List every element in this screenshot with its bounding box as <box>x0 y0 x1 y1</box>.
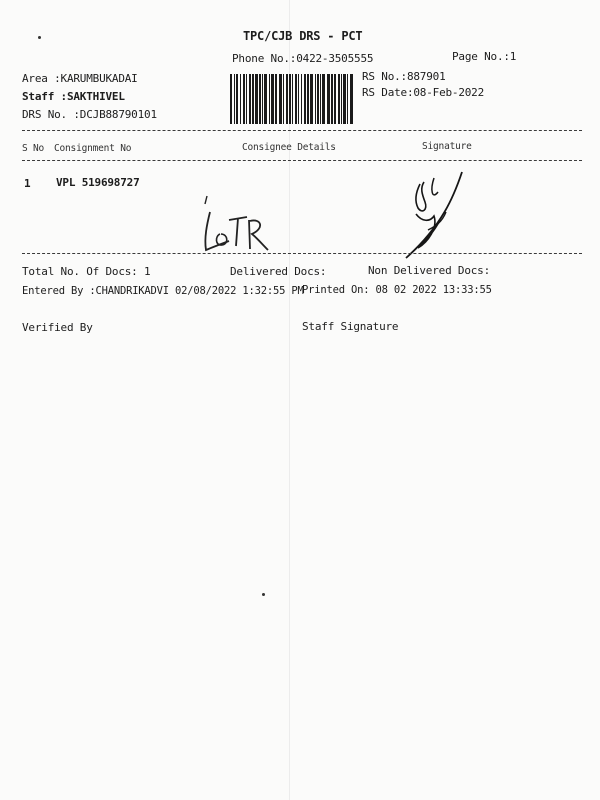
row-consignment-number: VPL 519698727 <box>56 176 140 189</box>
barcode-bar <box>320 74 321 124</box>
area-field: Area :KARUMBUKADAI <box>22 72 138 85</box>
column-header-signature: Signature <box>422 141 472 152</box>
barcode-bar <box>315 74 316 124</box>
barcode-bar <box>249 74 251 124</box>
barcode-bar <box>307 74 309 124</box>
barcode-bar <box>334 74 336 124</box>
barcode-bar <box>286 74 288 124</box>
barcode-bar <box>240 74 241 124</box>
barcode-bar <box>255 74 258 124</box>
divider-line <box>22 130 582 131</box>
row-sno: 1 <box>24 177 31 190</box>
barcode-bar <box>259 74 261 124</box>
barcode-bar <box>327 74 330 124</box>
column-header-sno: S No <box>22 143 45 154</box>
barcode-bar <box>310 74 313 124</box>
rs-date-field: RS Date:08-Feb-2022 <box>362 86 485 99</box>
barcode-bar <box>234 74 235 124</box>
column-header-consignee: Consignee Details <box>242 142 336 153</box>
barcode-bar <box>317 74 319 124</box>
barcode-bar <box>283 74 284 124</box>
barcode-bar <box>331 74 333 124</box>
handwritten-signature <box>398 170 468 262</box>
barcode-bar <box>243 74 245 124</box>
barcode-bar <box>298 74 299 124</box>
barcode-bar <box>271 74 274 124</box>
barcode-bar <box>304 74 306 124</box>
column-header-consignment: Consignment No <box>54 143 132 154</box>
staff-signature-label: Staff Signature <box>302 320 399 333</box>
barcode-bar <box>295 74 297 124</box>
delivered-docs: Delivered Docs: <box>230 265 327 278</box>
page-number: Page No.:1 <box>452 50 517 63</box>
staff-field: Staff :SAKTHIVEL <box>22 90 125 103</box>
barcode-bar <box>301 74 302 124</box>
barcode-bar <box>338 74 340 124</box>
barcode-bar <box>343 74 346 124</box>
barcode-bar <box>264 74 267 124</box>
barcode-bar <box>350 74 353 124</box>
barcode <box>230 74 354 124</box>
scan-speck <box>262 593 265 596</box>
barcode-bar <box>269 74 270 124</box>
barcode-bar <box>275 74 277 124</box>
printed-on: Printed On: 08 02 2022 13:33:55 <box>302 284 492 296</box>
barcode-bar <box>246 74 247 124</box>
document-title: TPC/CJB DRS - PCT <box>243 29 363 43</box>
handwritten-consignee-note <box>195 192 275 258</box>
barcode-bar <box>236 74 238 124</box>
phone-number: Phone No.:0422-3505555 <box>232 52 374 65</box>
barcode-bar <box>347 74 348 124</box>
divider-line <box>22 253 582 254</box>
barcode-bar <box>279 74 282 124</box>
non-delivered-docs: Non Delivered Docs: <box>368 264 491 277</box>
barcode-bar <box>341 74 342 124</box>
total-docs: Total No. Of Docs: 1 <box>22 265 151 278</box>
divider-line <box>22 160 582 161</box>
entered-by: Entered By :CHANDRIKADVI 02/08/2022 1:32:55 PM <box>22 285 304 297</box>
scan-speck <box>38 36 41 39</box>
barcode-bar <box>230 74 232 124</box>
barcode-bar <box>292 74 293 124</box>
barcode-bar <box>262 74 263 124</box>
verified-by: Verified By <box>22 321 93 334</box>
barcode-bar <box>289 74 291 124</box>
barcode-bar <box>322 74 325 124</box>
rs-number-field: RS No.:887901 <box>362 70 446 83</box>
barcode-bar <box>252 74 254 124</box>
drs-number-field: DRS No. :DCJB88790101 <box>22 108 157 121</box>
